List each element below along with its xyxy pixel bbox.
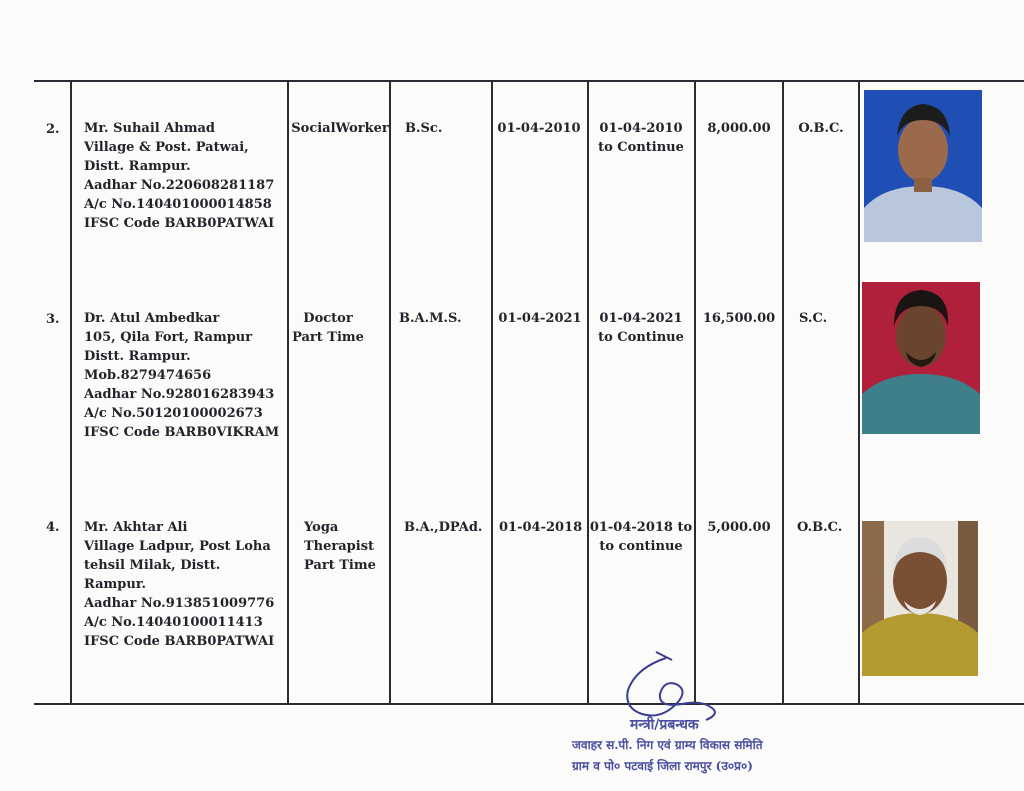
category-cell: O.B.C. [797, 520, 843, 535]
person-address: Village Ladpur, Post Loha [84, 539, 271, 554]
stamp-organization: जवाहर स.पी. निग एवं ग्राम्य विकास समिति [572, 738, 763, 752]
table-top-border [34, 80, 1024, 82]
period-start: 01-04-2018 to [589, 520, 693, 535]
person-photo [862, 282, 980, 434]
serial-number: 2. [46, 122, 60, 137]
person-ifsc: IFSC Code BARB0PATWAI [84, 216, 275, 231]
post-cell [291, 119, 389, 138]
post-line: Part Time [304, 558, 376, 573]
qualification-cell: B.A.,DPAd. [404, 520, 483, 535]
person-district: tehsil Milak, Distt. Rampur. [84, 558, 221, 592]
person-name: Mr. Akhtar Ali [84, 520, 188, 535]
person-ifsc: IFSC Code BARB0PATWAI [84, 634, 275, 649]
post-line: SocialWorker [291, 121, 389, 136]
col-divider [858, 81, 860, 704]
joining-date-cell: 01-04-2021 [498, 311, 582, 326]
serial-number: 3. [46, 312, 60, 327]
salary-cell: 8,000.00 [707, 121, 771, 136]
person-mobile: Mob.8279474656 [84, 368, 212, 383]
joining-date-cell: 01-04-2018 [499, 520, 583, 535]
period-cell [589, 119, 693, 157]
photo-portrait-elderly-man [862, 521, 978, 676]
person-address: 105, Qila Fort, Rampur [84, 330, 253, 345]
person-details [84, 309, 284, 442]
period-cell [589, 518, 693, 556]
period-start: 01-04-2010 [599, 121, 683, 136]
serial-number: 4. [46, 520, 60, 535]
salary-cell: 16,500.00 [702, 311, 776, 326]
stamp-address: ग्राम व पो० पटवाई जिला रामपुर (उ०प्र०) [572, 759, 753, 773]
post-cell [304, 518, 384, 575]
col-divider [491, 81, 493, 704]
col-divider [782, 81, 784, 704]
person-photo [864, 90, 982, 242]
period-end: to Continue [598, 330, 684, 345]
category-cell: S.C. [799, 311, 828, 326]
col-divider [587, 81, 589, 704]
joining-date-cell: 01-04-2010 [497, 121, 581, 136]
official-stamp [560, 712, 830, 782]
period-end: to continue [599, 539, 683, 554]
stamp-title: मन्त्री/प्रबन्धक [630, 717, 699, 733]
person-account: A/c No.50120100002673 [84, 406, 263, 421]
period-end: to Continue [598, 140, 684, 155]
col-divider [694, 81, 696, 704]
table-bottom-border [34, 703, 1024, 705]
col-divider [389, 81, 391, 704]
photo-portrait-man-red-bg [862, 282, 980, 434]
person-name: Mr. Suhail Ahmad [84, 121, 216, 136]
salary-cell: 5,000.00 [707, 520, 771, 535]
person-account: A/c No.14040100011413 [84, 615, 263, 630]
person-details [84, 119, 284, 233]
qualification-cell: B.Sc. [405, 121, 443, 136]
person-ifsc: IFSC Code BARB0VIKRAM [84, 425, 280, 440]
post-cell [291, 309, 365, 347]
qualification-cell: B.A.M.S. [399, 311, 462, 326]
person-details [84, 518, 284, 651]
person-aadhar: Aadhar No.928016283943 [84, 387, 275, 402]
period-cell [589, 309, 693, 347]
post-line: Therapist [304, 539, 375, 554]
col-divider [70, 81, 72, 704]
photo-portrait-man-blue-bg [864, 90, 982, 242]
person-aadhar: Aadhar No.220608281187 [84, 178, 275, 193]
post-line: Yoga [304, 520, 339, 535]
person-aadhar: Aadhar No.913851009776 [84, 596, 275, 611]
post-line: Doctor [303, 311, 353, 326]
person-district: Distt. Rampur. [84, 159, 191, 174]
post-line: Part Time [292, 330, 364, 345]
person-address: Village & Post. Patwai, [84, 140, 249, 155]
person-district: Distt. Rampur. [84, 349, 191, 364]
person-account: A/c No.140401000014858 [84, 197, 272, 212]
col-divider [287, 81, 289, 704]
person-name: Dr. Atul Ambedkar [84, 311, 220, 326]
person-photo [862, 521, 978, 676]
category-cell: O.B.C. [798, 121, 844, 136]
period-start: 01-04-2021 [599, 311, 683, 326]
